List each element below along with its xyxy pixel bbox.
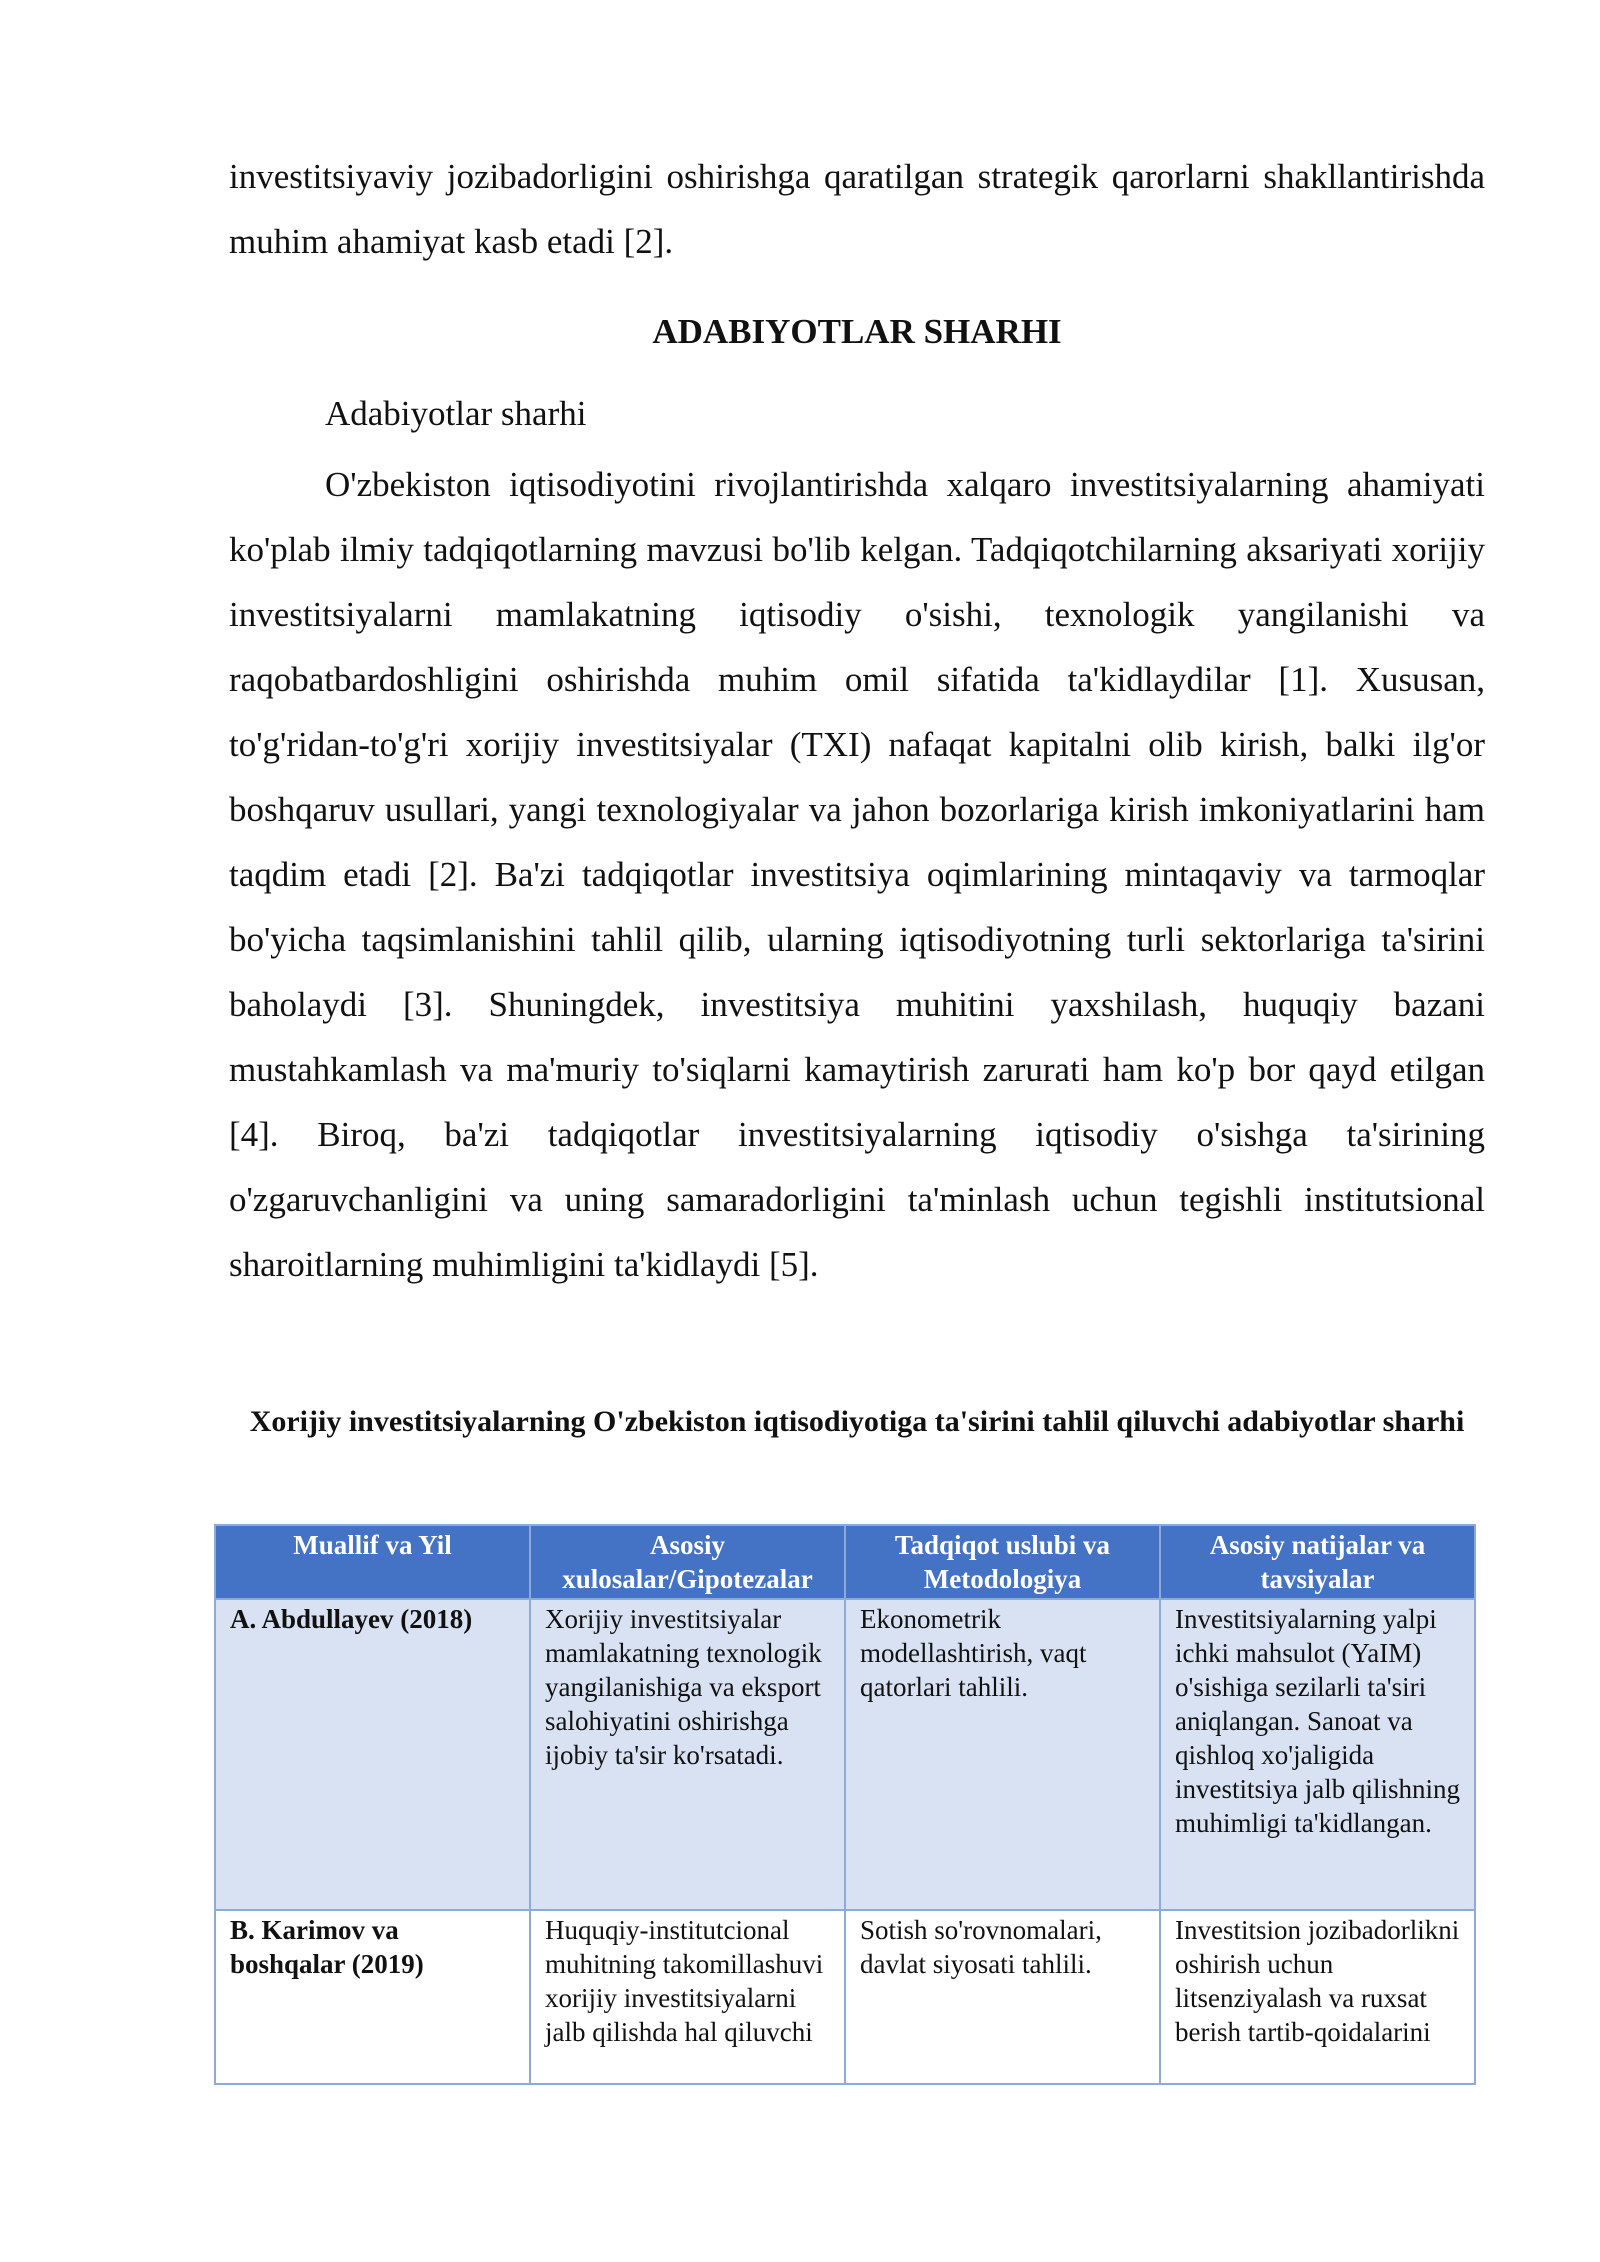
cell-conclusions: Xorijiy investitsiyalar mamlakatning texnologik yangilanishiga va eksport salohiyatini oshirishga ijobiy ta'sir ko'rsatadi. [530, 1599, 845, 1910]
section-heading: ADABIYOTLAR SHARHI [652, 312, 1062, 351]
table-caption: Xorijiy investitsiyalarning O'zbekiston iqtisodiyotiga ta'sirini tahlil qiluvchi adabiyotlar sharhi [249, 1405, 1465, 1438]
header-author-year: Muallif va Yil [215, 1525, 530, 1599]
header-results: Asosiy natijalar va tavsiyalar [1160, 1525, 1475, 1599]
header-methodology: Tadqiqot uslubi va Metodologiya [845, 1525, 1160, 1599]
table-header-row [215, 1525, 1475, 1599]
main-paragraph: O'zbekiston iqtisodiyotini rivojlantirishda xalqaro investitsiyalarning ahamiyati ko'plab ilmiy tadqiqotlarning mavzusi bo'lib kelgan. Tadqiqotchilarning aksariyati xorijiy investitsiyalarni mamlakatning iqtisodiy o'sishi, texnologik yangilanishi va raqobatbardoshligini oshirishda muhim omil sifatida ta'kidlaydilar [1]. Xususan, to'g'ridan-to'g'ri xorijiy investitsiyalar (TXI) nafaqat kapitalni olib kirish, balki ilg'or boshqaruv usullari, yangi texnologiyalar va jahon bozorlariga kirish imkoniyatlarini ham taqdim etadi [2]. Ba'zi tadqiqotlar investitsiya oqimlarining mintaqaviy va tarmoqlar bo'yicha taqsimlanishini tahlil qilib, ularning iqtisodiyotning turli sektorlariga ta'sirini baholaydi [3]. Shuningdek, investitsiya muhitini yaxshilash, huquqiy bazani mustahkamlash va ma'muriy to'siqlarni kamaytirish zarurati ham ko'p bor qayd etilgan [4]. Biroq, ba'zi tadqiqotlar investitsiyalarning iqtisodiy o'sishga ta'sirining o'zgaruvchanligini va uning samaradorligini ta'minlash uchun tegishli institutsional sharoitlarning muhimligini ta'kidlaydi [5]. [229, 465, 1485, 1284]
header-main-conclusions: Asosiy xulosalar/Gipotezalar [530, 1525, 845, 1599]
cell-results: Investitsiyalarning yalpi ichki mahsulot (YaIM) o'sishiga sezilarli ta'siri aniqlangan. Sanoat va qishloq xo'jaligida investitsiya jalb qilishning muhimligi ta'kidlangan. [1160, 1599, 1475, 1910]
cell-conclusions: Huquqiy-institutcional muhitning takomillashuvi xorijiy investitsiyalarni jalb qilishda hal qiluvchi [530, 1910, 845, 2084]
cell-author: A. Abdullayev (2018) [215, 1599, 530, 1910]
cell-methodology: Ekonometrik modellashtirish, vaqt qatorlari tahlili. [845, 1599, 1160, 1910]
intro-paragraph: investitsiyaviy jozibadorligini oshirishga qaratilgan strategik qarorlarni shakllantirishda muhim ahamiyat kasb etadi [2]. [229, 157, 1485, 261]
table-row [215, 1599, 1475, 1910]
table-row [215, 1910, 1475, 2084]
subheading: Adabiyotlar sharhi [325, 394, 587, 433]
cell-methodology: Sotish so'rovnomalari, davlat siyosati tahlili. [845, 1910, 1160, 2084]
cell-results: Investitsion jozibadorlikni oshirish uchun litsenziyalash va ruxsat berish tartib-qoidalarini [1160, 1910, 1475, 2084]
cell-author: B. Karimov va boshqalar (2019) [215, 1910, 530, 2084]
literature-table [214, 1524, 1476, 2085]
